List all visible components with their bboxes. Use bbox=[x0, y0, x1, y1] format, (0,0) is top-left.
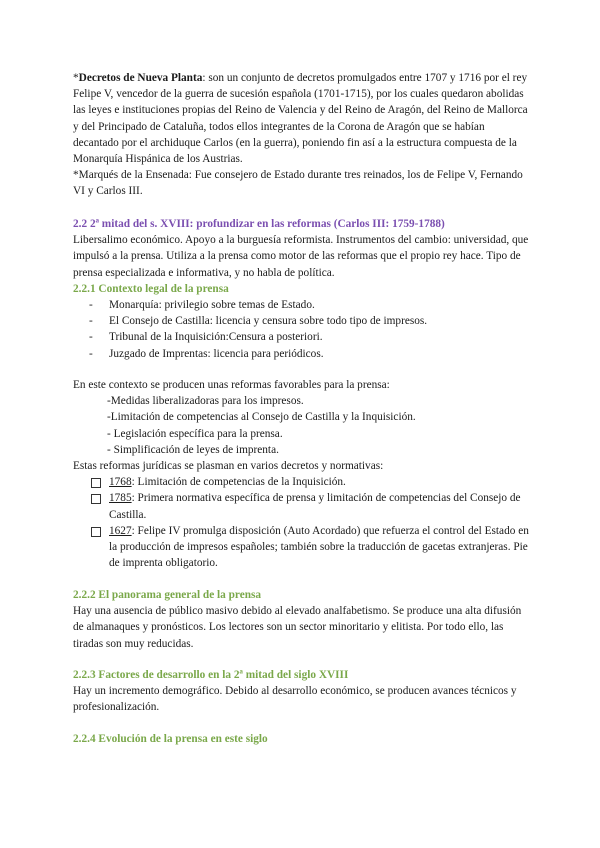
section-2-2-2-text: Hay una ausencia de público masivo debido al elevado analfabetismo. Se produce una alta difusión de almanaques y pronósticos. Los lectores son un sector minoritario y elitista. Por todo ello, las tiradas son muy reducidas. bbox=[73, 605, 522, 650]
law-year: 1768 bbox=[109, 476, 132, 489]
section-2-2-4-heading: 2.2.4 Evolución de la prensa en este siglo bbox=[73, 733, 268, 745]
legal-context-list bbox=[73, 297, 531, 362]
law-item bbox=[73, 523, 531, 572]
reform-item: - Simplificación de leyes de imprenta. bbox=[107, 443, 279, 456]
intro-paragraph-nueva-planta bbox=[73, 70, 531, 167]
reform-item: -Medidas liberalizadoras para los impresos. bbox=[107, 395, 304, 408]
intro-paragraph-ensenada: *Marqués de la Ensenada: Fue consejero de Estado durante tres reinados, los de Felipe V, Fernando VI y Carlos III. bbox=[73, 169, 523, 198]
reform-item: -Limitación de competencias al Consejo de Castilla y la Inquisición. bbox=[107, 411, 416, 424]
list-item: - El Consejo de Castilla: licencia y censura sobre todo tipo de impresos. bbox=[73, 313, 531, 329]
checkbox-icon bbox=[91, 527, 101, 537]
list-item: - Juzgado de Imprentas: licencia para periódicos. bbox=[73, 346, 531, 362]
laws-list bbox=[73, 474, 531, 571]
asterisk: * bbox=[73, 72, 79, 84]
intro-block bbox=[73, 70, 531, 200]
section-2-2-2 bbox=[73, 587, 531, 652]
laws-intro: Estas reformas jurídicas se plasman en varios decretos y normativas: bbox=[73, 460, 384, 473]
section-2-2-2-heading: 2.2.2 El panorama general de la prensa bbox=[73, 589, 262, 601]
section-2-2-1-heading: 2.2.1 Contexto legal de la prensa bbox=[73, 282, 229, 295]
list-item: - Monarquía: privilegio sobre temas de Estado. bbox=[73, 297, 531, 313]
law-text: : Primera normativa específica de prensa y limitación de competencias del Consejo de Castilla. bbox=[109, 492, 521, 521]
section-2-2-3-heading: 2.2.3 Factores de desarrollo en la 2ª mitad del siglo XVIII bbox=[73, 669, 349, 681]
section-2-2-text: Libersalimo económico. Apoyo a la burguesía reformista. Instrumentos del cambio: universidad, que impulsó a la prensa. Utiliza a la prensa como motor de las reformas que el propio rey hace. Tipo de prensa especializada e informativa, y no habla de política. bbox=[73, 234, 529, 279]
section-2-2 bbox=[73, 216, 531, 362]
checkbox-icon bbox=[91, 478, 101, 488]
section-2-2-3-text: Hay un incremento demográfico. Debido al desarrollo económico, se producen avances técnicos y profesionalización. bbox=[73, 685, 517, 714]
section-2-2-heading: 2.2 2ª mitad del s. XVIII: profundizar en las reformas (Carlos III: 1759-1788) bbox=[73, 218, 445, 230]
reforms-block bbox=[73, 377, 531, 571]
reforms-intro: En este contexto se producen unas reformas favorables para la prensa: bbox=[73, 379, 390, 391]
intro-text: : son un conjunto de decretos promulgados entre 1707 y 1716 por el rey Felipe V, vencedor de la guerra de sucesión española (1701-1715), por los cuales quedaron abolidas las leyes e instituciones propias del Reino de Valencia y del Reino de Aragón, del Reino de Mallorca y del Principado de Cataluña, todos ellos integrantes de la Corona de Aragón que se habían decantado por el archiduque Carlos (en la guerra), poniendo fin así a la estructura compuesta de la Monarquía Hispánica de los Austrias. bbox=[73, 72, 528, 166]
law-text: : Limitación de competencias de la Inquisición. bbox=[131, 476, 346, 489]
reform-item: - Legislación específica para la prensa. bbox=[107, 427, 283, 440]
section-2-2-4 bbox=[73, 731, 531, 747]
list-item: - Tribunal de la Inquisición:Censura a posteriori. bbox=[73, 329, 531, 345]
section-2-2-3 bbox=[73, 667, 531, 716]
law-year: 1785 bbox=[109, 492, 132, 505]
law-year: 1627 bbox=[109, 524, 132, 537]
law-item bbox=[73, 474, 531, 490]
term-nueva-planta: Decretos de Nueva Planta bbox=[78, 72, 203, 84]
checkbox-icon bbox=[91, 494, 101, 504]
law-item bbox=[73, 490, 531, 522]
law-text: : Felipe IV promulga disposición (Auto Acordado) que refuerza el control del Estado en la producción de impresos españoles; también sobre la traducción de gacetas extranjeras. Pie de imprenta obligatorio. bbox=[109, 524, 529, 570]
